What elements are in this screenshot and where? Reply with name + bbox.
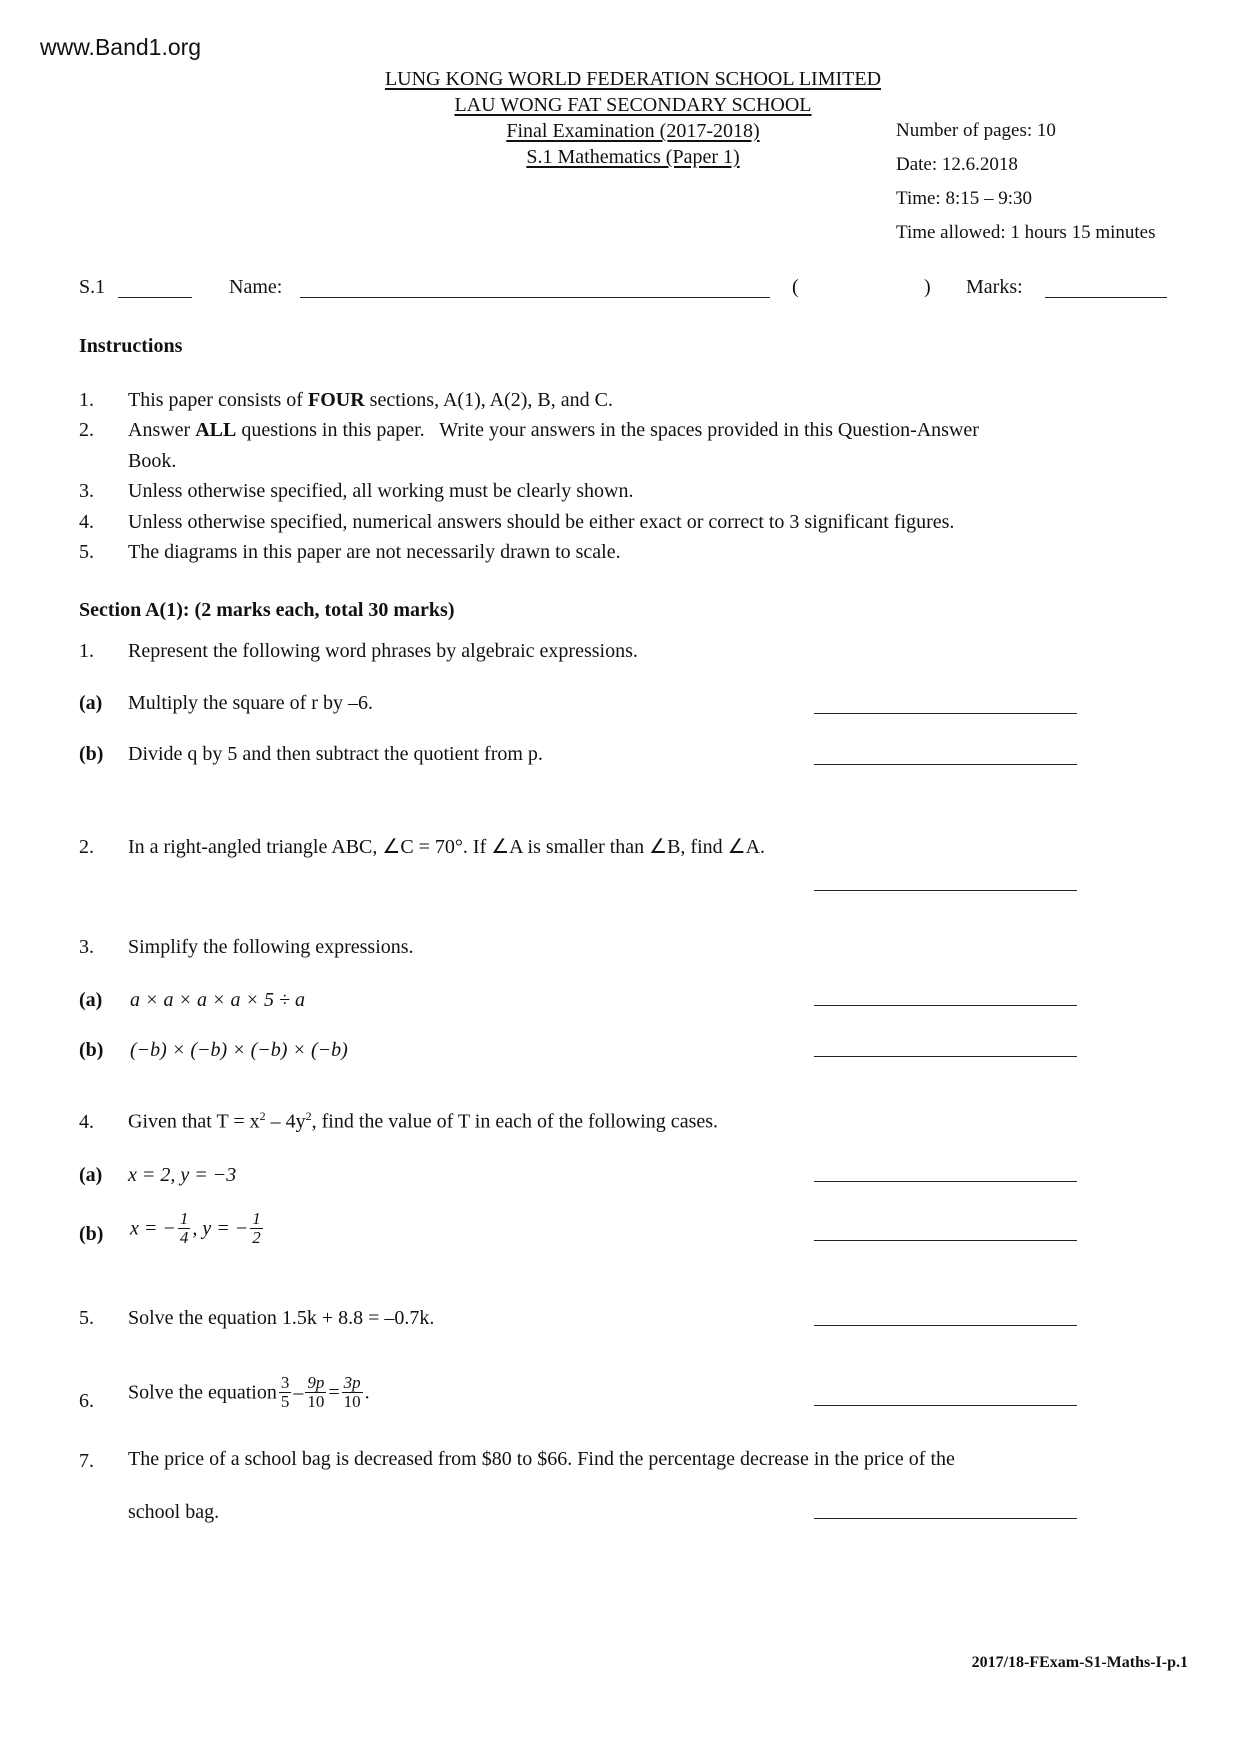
question-7-text: The price of a school bag is decreased from $80 to $66. Find the percentage decrease in the price of the: [128, 1448, 955, 1470]
part-label: (a): [79, 692, 103, 714]
section-heading: Section A(1): (2 marks each, total 30 marks): [79, 599, 455, 621]
question-6-text: Solve the equation $\frac{3}{5}$ – $\frac{9p}{10}$ = $\frac{3p}{10}$ .: [128, 1373, 370, 1411]
exam-title: Final Examination (2017-2018): [506, 120, 760, 142]
question-4a-text: x = 2, y = −3: [128, 1164, 237, 1186]
answer-line-2[interactable]: [814, 890, 1077, 891]
instruction-5: The diagrams in this paper are not necessarily drawn to scale.: [128, 541, 621, 563]
instruction-2: Answer ALL questions in this paper. Write your answers in the spaces provided in this Question-Answer: [128, 419, 979, 441]
school-name: LUNG KONG WORLD FEDERATION SCHOOL LIMITED: [384, 68, 882, 90]
instruction-2-cont: Book.: [128, 450, 177, 472]
part-label: (b): [79, 1223, 104, 1245]
marks-label: Marks:: [966, 276, 1023, 298]
instruction-num: 3.: [79, 480, 94, 502]
name-label: Name:: [229, 276, 283, 298]
subject-title: S.1 Mathematics (Paper 1): [526, 146, 740, 168]
part-label: (b): [79, 1039, 104, 1061]
pages-info: Number of pages: 10: [896, 120, 1056, 141]
instruction-num: 4.: [79, 511, 94, 533]
subschool-name: LAU WONG FAT SECONDARY SCHOOL: [454, 94, 812, 116]
question-1-text: Represent the following word phrases by algebraic expressions.: [128, 640, 638, 662]
class-number-open: (: [792, 276, 799, 298]
page-footer: 2017/18-FExam-S1-Maths-I-p.1: [971, 1654, 1188, 1671]
name-field[interactable]: [300, 297, 770, 298]
question-1b-text: Divide q by 5 and then subtract the quotient from p.: [128, 743, 543, 765]
class-field[interactable]: [118, 297, 192, 298]
instruction-num: 2.: [79, 419, 94, 441]
question-5-text: Solve the equation 1.5k + 8.8 = –0.7k.: [128, 1307, 435, 1329]
answer-line-7[interactable]: [814, 1518, 1077, 1519]
class-number-close: ): [924, 276, 931, 298]
time-info: Time: 8:15 – 9:30: [896, 188, 1033, 209]
question-3a-text: a × a × a × a × 5 ÷ a: [130, 989, 305, 1011]
instruction-num: 5.: [79, 541, 94, 563]
watermark: www.Band1.org: [40, 34, 202, 60]
answer-line-3a[interactable]: [814, 1005, 1077, 1006]
instruction-1: This paper consists of FOUR sections, A(1), A(2), B, and C.: [128, 389, 613, 411]
instruction-num: 1.: [79, 389, 94, 411]
answer-line-1b[interactable]: [814, 764, 1077, 765]
answer-line-4b[interactable]: [814, 1240, 1077, 1241]
question-number: 1.: [79, 640, 94, 662]
question-number: 3.: [79, 936, 94, 958]
date-info: Date: 12.6.2018: [896, 154, 1018, 175]
answer-line-4a[interactable]: [814, 1181, 1077, 1182]
instruction-3: Unless otherwise specified, all working must be clearly shown.: [128, 480, 634, 502]
question-number: 2.: [79, 836, 94, 858]
answer-line-5[interactable]: [814, 1325, 1077, 1326]
part-label: (b): [79, 743, 104, 765]
marks-field[interactable]: [1045, 297, 1167, 298]
question-1a-text: Multiply the square of r by –6.: [128, 692, 373, 714]
answer-line-6[interactable]: [814, 1405, 1077, 1406]
question-number: 5.: [79, 1307, 94, 1329]
class-label: S.1: [79, 276, 106, 298]
question-number: 6.: [79, 1390, 94, 1412]
part-label: (a): [79, 989, 103, 1011]
question-4b-text: x = − $\frac{1}{4}$ , y = − $\frac{1}{2}$: [130, 1209, 261, 1247]
question-number: 4.: [79, 1111, 94, 1133]
answer-line-1a[interactable]: [814, 713, 1077, 714]
part-label: (a): [79, 1164, 103, 1186]
question-2-text: In a right-angled triangle ABC, ∠C = 70°. If ∠A is smaller than ∠B, find ∠A.: [128, 836, 766, 858]
question-3b-text: (−b) × (−b) × (−b) × (−b): [130, 1039, 348, 1061]
question-7-text-cont: school bag.: [128, 1501, 220, 1523]
question-3-text: Simplify the following expressions.: [128, 936, 414, 958]
time-allowed-info: Time allowed: 1 hours 15 minutes: [896, 222, 1156, 243]
instruction-4: Unless otherwise specified, numerical answers should be either exact or correct to 3 significant figures.: [128, 511, 955, 533]
question-number: 7.: [79, 1450, 94, 1472]
answer-line-3b[interactable]: [814, 1056, 1077, 1057]
question-4-text: Given that $T = x^2 - 4y^2$, find the value of T in each of the following cases.: [128, 1109, 719, 1133]
instructions-title: Instructions: [79, 335, 183, 357]
